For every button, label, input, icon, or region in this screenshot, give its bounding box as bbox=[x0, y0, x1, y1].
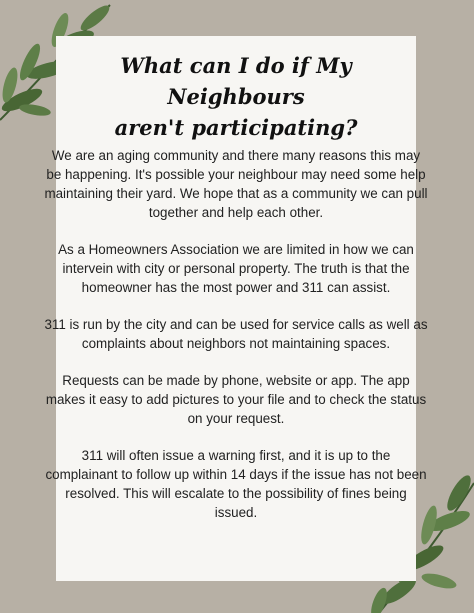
paragraph-3: 311 is run by the city and can be used for service calls as well as complaints about neighbors not maintaining spaces. bbox=[44, 317, 428, 351]
page-title bbox=[56, 50, 416, 143]
paragraph-1: We are an aging community and there many reasons this may be happening. It's possible your neighbour may need some help maintaining their yard. We hope that as a community we can pull together and help each other. bbox=[44, 148, 428, 220]
paragraph-2: As a Homeowners Association we are limited in how we can intervein with city or personal property. The truth is that the homeowner has the most power and 311 can assist. bbox=[58, 242, 414, 295]
paragraph-4: Requests can be made by phone, website or app. The app makes it easy to add pictures to your file and to check the status on your request. bbox=[45, 373, 427, 426]
title-line-1: What can I do if My Neighbours bbox=[120, 53, 352, 109]
title-line-2: aren't participating? bbox=[114, 115, 358, 140]
paragraph-5: 311 will often issue a warning first, and it is up to the complainant to follow up within 14 days if the issue has not been resolved. This will escalate to the possibility of fines being issued. bbox=[45, 448, 427, 520]
content-card bbox=[44, 36, 428, 581]
body-text bbox=[44, 146, 428, 540]
